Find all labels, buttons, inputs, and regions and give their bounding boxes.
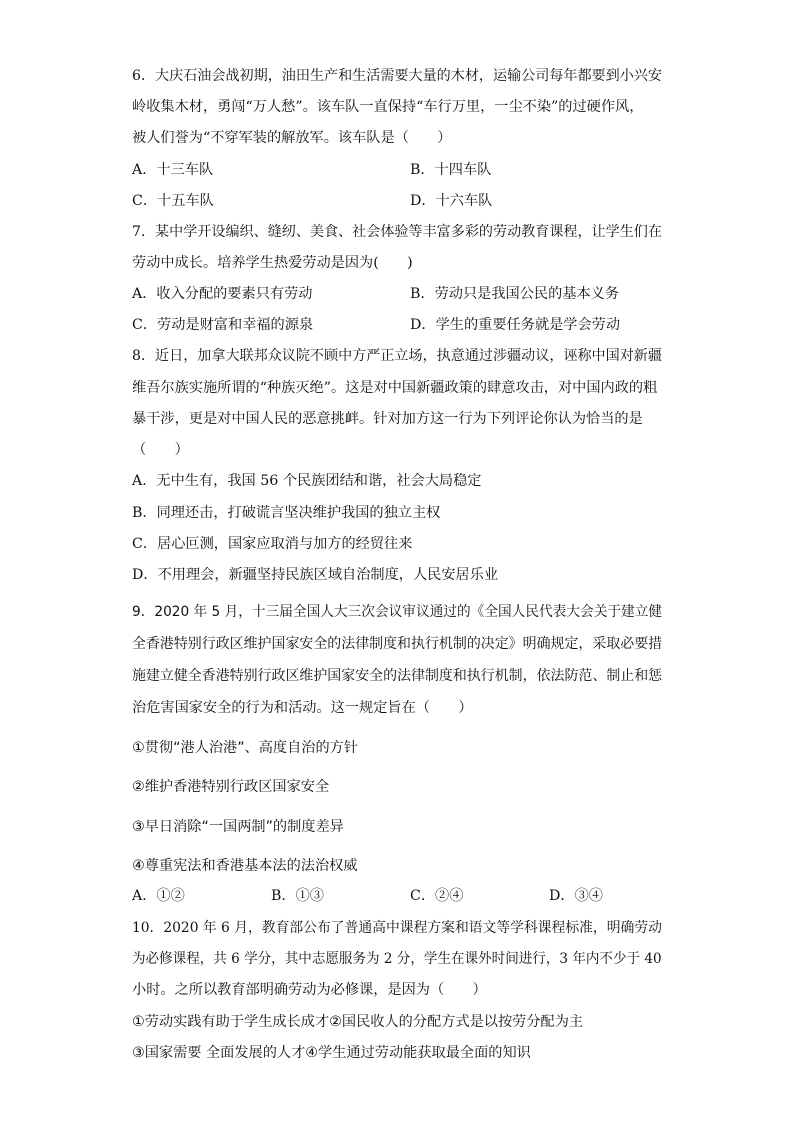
q8-line-1: 8．近日，加拿大联邦众议院不顾中方严正立场，执意通过涉疆动议，诬称中国对新疆	[132, 348, 662, 364]
q8-option-a: A．无中生有，我国 56 个民族团结和谐，社会大局稳定	[132, 473, 482, 489]
q8-option-b: B．同理还击，打破谎言坚决维护我国的独立主权	[132, 505, 441, 521]
q9-statement-2: ②维护香港特别行政区国家安全	[132, 779, 330, 795]
q6-option-a: A．十三车队	[132, 162, 214, 178]
q10-line-1: 10．2020 年 6 月，教育部公布了普通高中课程方案和语文等学科课程标准，明确劳动	[132, 920, 662, 936]
q9-line-2: 全香港特别行政区维护国家安全的法律制度和执行机制的决定》明确规定，采取必要措	[132, 636, 663, 652]
q7-option-d: D．学生的重要任务就是学会劳动	[410, 317, 621, 333]
q7-option-c: C．劳动是财富和幸福的源泉	[132, 317, 314, 333]
q10-statement-2: ③国家需要 全面发展的人才④学生通过劳动能获取最全面的知识	[132, 1045, 531, 1061]
q9-option-c: C．②④	[410, 888, 464, 904]
q9-statement-1: ①贯彻“港人治港”、高度自治的方针	[132, 740, 359, 756]
q6-line-2: 岭收集木材，勇闯“万人愁”。该车队一直保持“车行万里，一尘不染”的过硬作风，	[132, 99, 644, 115]
q8-line-4: （ ）	[132, 442, 189, 458]
q7-option-b: B．劳动只是我国公民的基本义务	[410, 286, 620, 302]
q10-line-2: 为必修课程，共 6 学分，其中志愿服务为 2 分，学生在课外时间进行，3 年内不少于 40	[132, 951, 662, 967]
q10-statement-1: ①劳动实践有助于学生成长成才②国民收人的分配方式是以按劳分配为主	[132, 1014, 584, 1030]
q9-statement-4: ④尊重宪法和香港基本法的法治权威	[132, 858, 358, 874]
q6-line-3: 被人们誉为“不穿军装的解放军。该车队是（ ）	[132, 130, 452, 146]
q9-option-b: B．①③	[271, 888, 324, 904]
q9-line-3: 施建立健全香港特别行政区维护国家安全的法律制度和执行机制，依法防范、制止和惩	[132, 668, 663, 684]
q8-option-c: C．居心叵测，国家应取消与加方的经贸往来	[132, 536, 413, 552]
q8-line-2: 维吾尔族实施所谓的“种族灭绝”。这是对中国新疆政策的肆意攻击，对中国内政的粗	[132, 380, 658, 396]
q6-option-c: C．十五车队	[132, 193, 214, 209]
q6-option-d: D．十六车队	[410, 193, 493, 209]
q8-option-d: D．不用理会，新疆坚持民族区域自治制度，人民安居乐业	[132, 567, 499, 583]
q9-line-1: 9．2020 年 5 月，十三届全国人大三次会议审议通过的《全国人民代表大会关于建立健	[132, 604, 663, 620]
q6-line-1: 6．大庆石油会战初期，油田生产和生活需要大量的木材，运输公司每年都要到小兴安	[132, 68, 662, 84]
q9-statement-3: ③早日消除“一国两制”的制度差异	[132, 819, 344, 835]
q7-option-a: A．收入分配的要素只有劳动	[132, 286, 313, 302]
q10-line-3: 小时。之所以教育部明确劳动为必修课，是因为（ ）	[132, 982, 487, 998]
q7-line-1: 7．某中学开设编织、缝纫、美食、社会体验等丰富多彩的劳动教育课程，让学生们在	[132, 224, 662, 240]
q6-option-b: B．十四车队	[410, 162, 492, 178]
q7-line-2: 劳动中成长。培养学生热爱劳动是因为( )	[132, 255, 413, 271]
q8-line-3: 暴干涉，更是对中国人民的恶意挑衅。针对加方这一行为下列评论你认为恰当的是	[132, 411, 643, 427]
q9-option-a: A．①②	[132, 888, 185, 904]
q9-line-4: 治危害国家安全的行为和活动。这一规定旨在（ ）	[132, 700, 473, 716]
q9-option-d: D．③④	[549, 888, 603, 904]
